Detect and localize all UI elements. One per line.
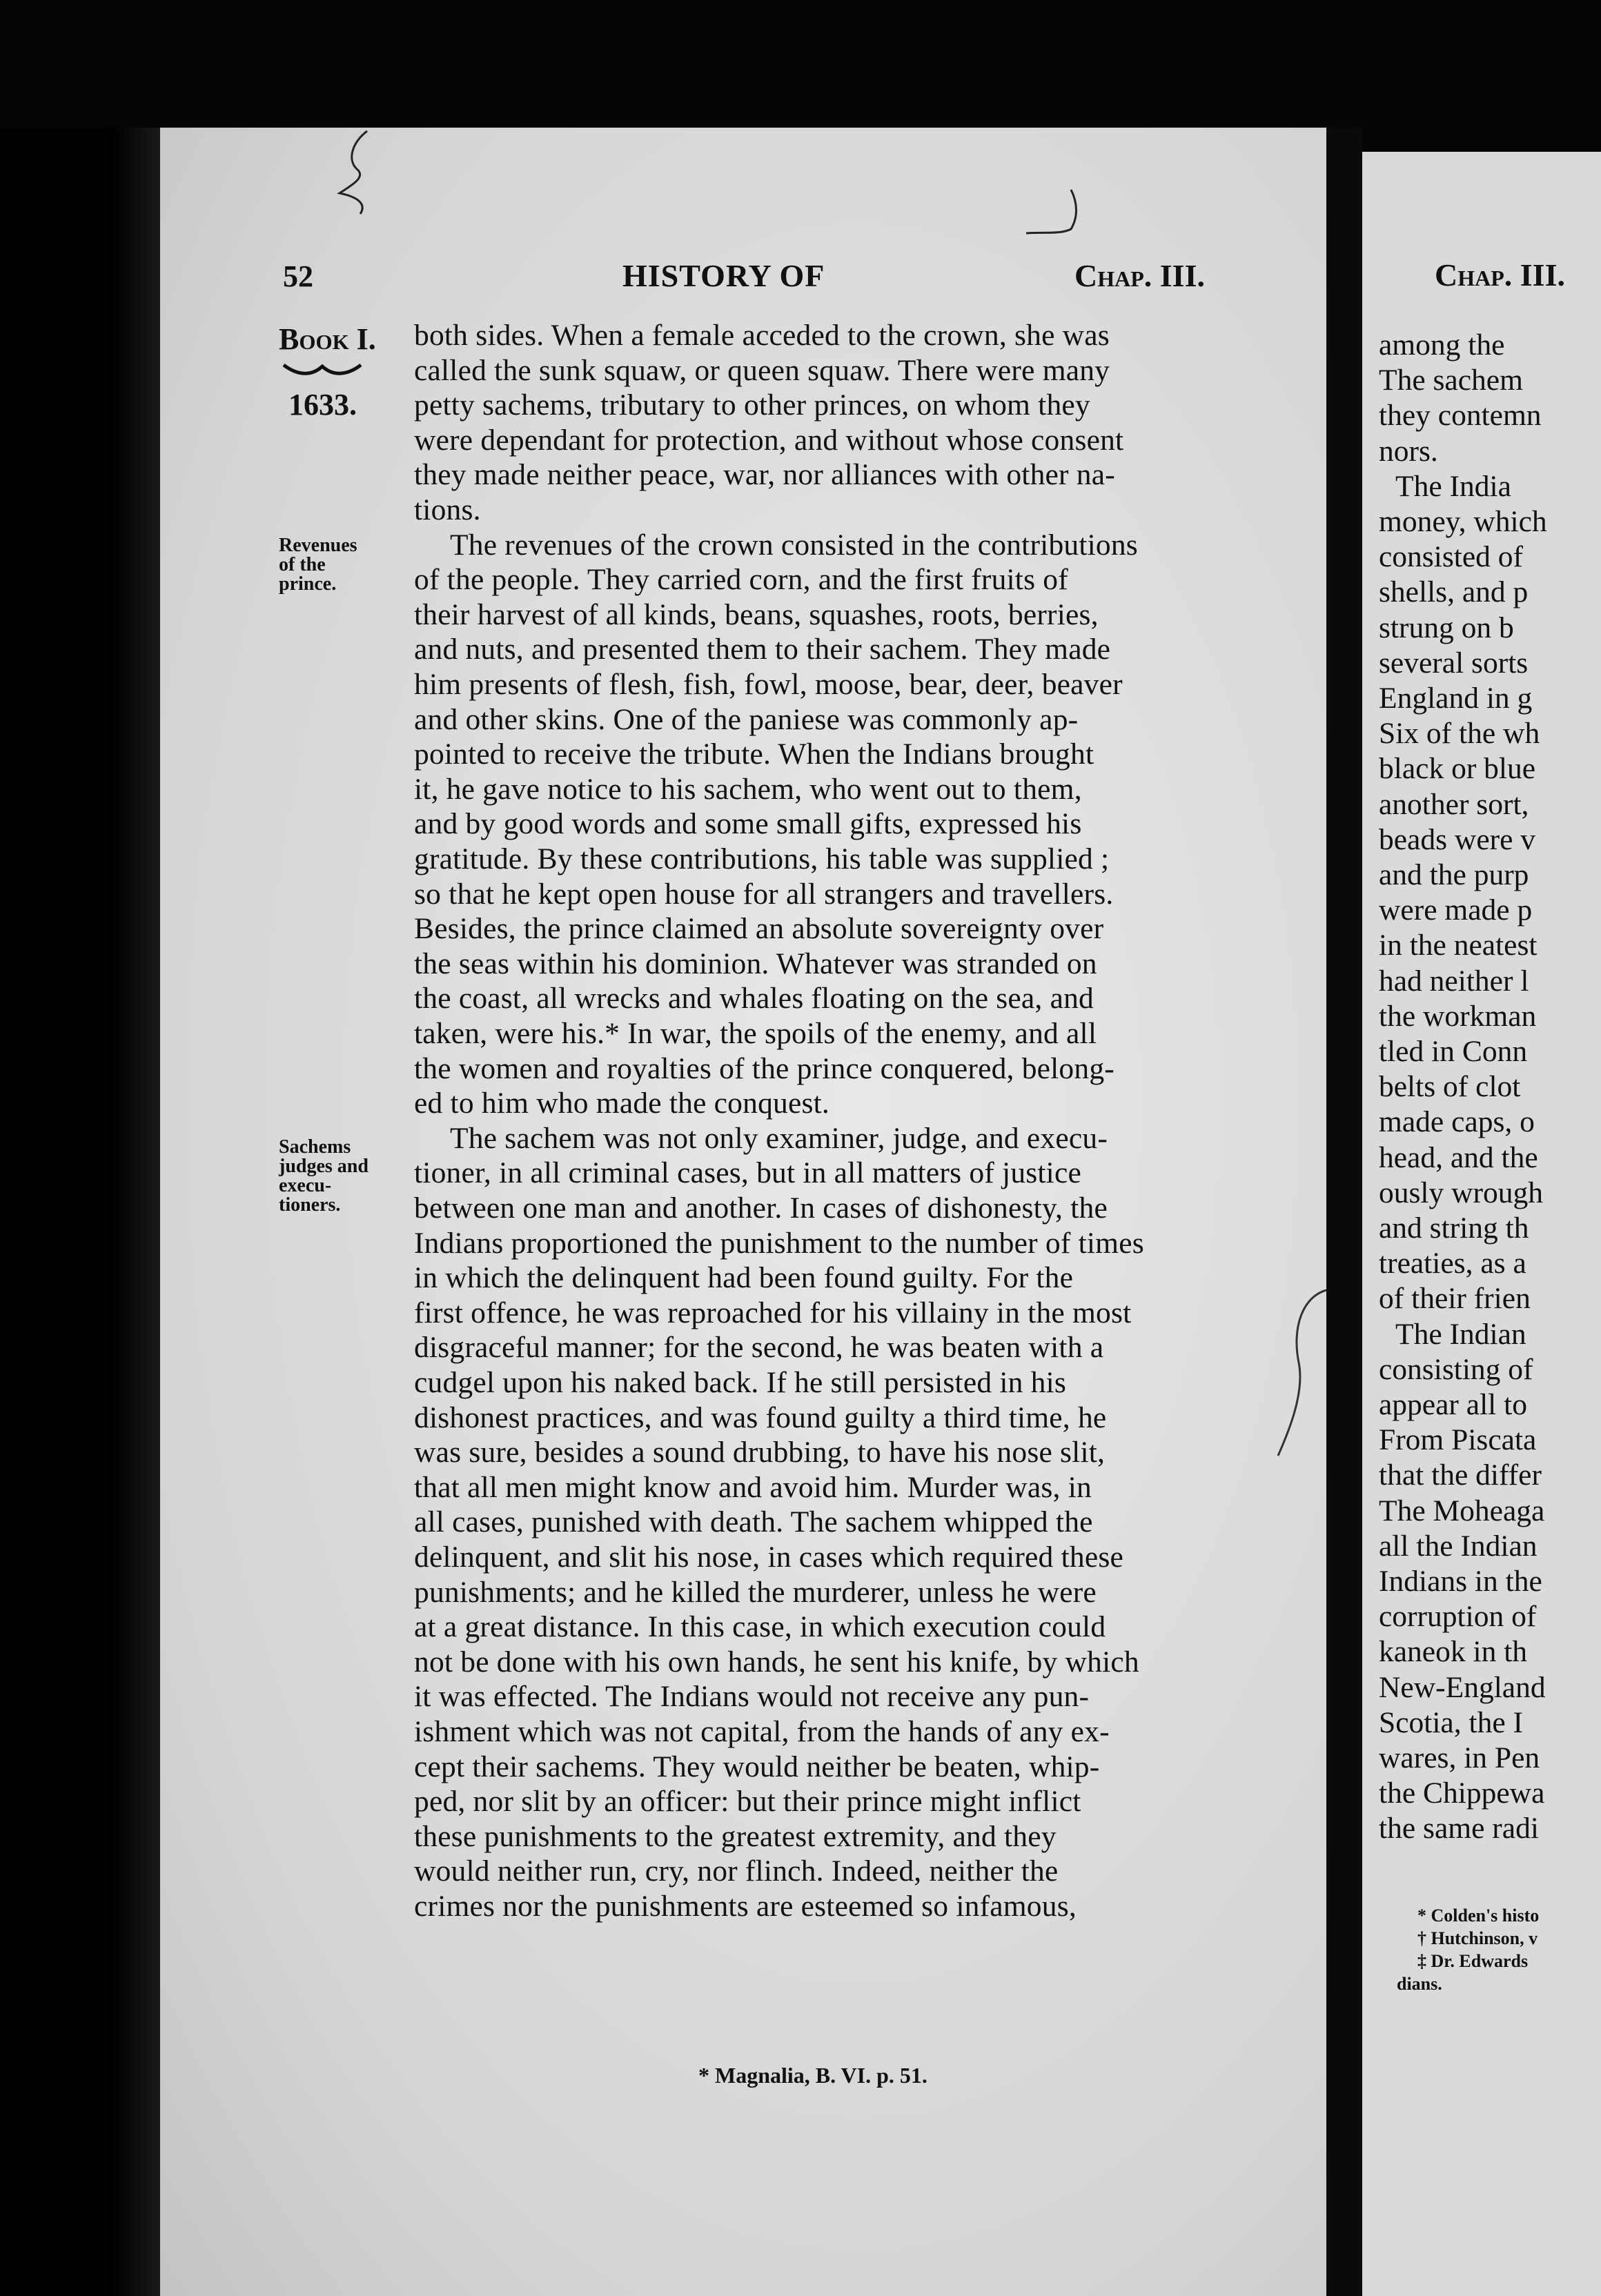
margin-note-revenues [279,536,357,594]
body-line: tioner, in all criminal cases, but in all matters of justice [414,1156,1081,1190]
right-body-line: the workman [1379,999,1537,1033]
right-body-line: The Moheaga [1379,1494,1545,1527]
body-line: all cases, punished with death. The sachem whipped the [414,1505,1093,1539]
body-line: pointed to receive the tribute. When the Indians brought [414,738,1094,771]
body-line: punishments; and he killed the murderer, unless he were [414,1575,1097,1609]
body-line: the coast, all wrecks and whales floating on the sea, and [414,982,1094,1016]
right-body-line: New-England [1379,1670,1546,1704]
body-line: they made neither peace, war, nor alliances with other na- [414,458,1115,492]
body-line: cept their sachems. They would neither be beaten, whip- [414,1750,1100,1783]
margin-note-line: tioners. [279,1194,341,1216]
margin-note-line: prince. [279,573,337,595]
body-line: of the people. They carried corn, and the first fruits of [414,563,1068,597]
right-body-line: The India [1395,469,1511,503]
body-line: gratitude. By these contributions, his table was supplied ; [414,842,1110,875]
right-body-line: the same radi [1379,1812,1539,1845]
right-body-line: England in g [1379,682,1533,715]
right-body-line: all the Indian [1379,1529,1538,1563]
body-line: ishment which was not capital, from the hands of any ex- [414,1715,1110,1748]
right-body-line: strung on b [1379,611,1514,644]
body-line: petty sachems, tributary to other princes, on whom they [414,388,1090,422]
body-line: it was effected. The Indians would not receive any pun- [414,1680,1090,1714]
right-body-line: From Piscata [1379,1423,1537,1457]
right-footnote: * Colden's histo [1417,1906,1540,1926]
body-line: between one man and another. In cases of dishonesty, the [414,1191,1108,1225]
body-line: these punishments to the greatest extremity, and they [414,1819,1057,1853]
book-label: Book I. [279,322,376,356]
margin-note-line: execu- [279,1175,332,1196]
right-body-line: had neither l [1379,964,1529,998]
right-body-line: The sachem [1379,364,1523,397]
body-line: in which the delinquent had been found guilty. For the [414,1261,1074,1295]
body-line: were dependant for protection, and without whose consent [414,423,1124,457]
body-line: both sides. When a female acceded to the crown, she was [414,319,1110,352]
margin-note-sachems [279,1138,369,1215]
year-marker: 1633. [288,388,357,422]
right-body-line: nors. [1379,434,1438,468]
right-body-line: another sort, [1379,787,1529,821]
right-body-line: were made p [1379,893,1533,927]
body-line: that all men might know and avoid him. Murder was, in [414,1470,1092,1504]
right-body-line: made caps, o [1379,1105,1535,1139]
margin-note-line: Revenues [279,535,357,556]
body-line: and other skins. One of the paniese was commonly ap- [414,702,1079,736]
right-chapter-heading: Chap. III. [1435,257,1565,293]
body-line: taken, were his.* In war, the spoils of the enemy, and all [414,1017,1097,1050]
right-body-line: the Chippewa [1379,1777,1545,1810]
page-gutter [1326,128,1362,2296]
right-body-line: Six of the wh [1379,717,1540,751]
body-line: Besides, the prince claimed an absolute sovereignty over [414,912,1104,946]
right-body-line: that the differ [1379,1458,1542,1492]
body-line: disgraceful manner; for the second, he was beaten with a [414,1331,1104,1365]
right-body-line: appear all to [1379,1388,1527,1421]
pencil-bracket [1271,1287,1333,1466]
right-body-line: and the purp [1379,858,1529,891]
right-body-line: head, and the [1379,1140,1538,1174]
body-line: called the sunk squaw, or queen squaw. There were many [414,353,1110,387]
body-line: first offence, he was reproached for his villainy in the most [414,1296,1132,1329]
body-line: ed to him who made the conquest. [414,1087,829,1120]
running-title: HISTORY OF [622,258,825,293]
body-line: the women and royalties of the prince conquered, belong- [414,1051,1114,1085]
body-line: The sachem was not only examiner, judge, and execu- [450,1121,1108,1155]
brace-ornament [281,359,364,377]
body-line: him presents of flesh, fish, fowl, moose, bear, deer, beaver [414,668,1123,701]
margin-note-line: Sachems [279,1136,351,1158]
body-line: tions. [414,493,481,526]
right-body-line: several sorts [1379,646,1529,680]
body-line: the seas within his dominion. Whatever was stranded on [414,947,1097,980]
body-line: and nuts, and presented them to their sachem. They made [414,633,1111,666]
right-footnote: dians. [1397,1974,1442,1994]
left-page [160,128,1326,2296]
right-body-line: of their frien [1379,1282,1531,1316]
right-body-line: belts of clot [1379,1070,1521,1104]
right-body-line: corruption of [1379,1600,1537,1634]
right-body-line: Scotia, the I [1379,1705,1523,1739]
margin-note-line: judges and [279,1156,369,1177]
right-body-line: wares, in Pen [1379,1741,1540,1774]
body-line: Indians proportioned the punishment to the number of times [414,1226,1144,1260]
body-line: cudgel upon his naked back. If he still persisted in his [414,1366,1067,1399]
body-line: at a great distance. In this case, in which execution could [414,1610,1106,1644]
right-body-line: beads were v [1379,822,1536,856]
margin-note-line: of the [279,554,326,575]
book-spine-shadow [0,128,160,2296]
right-body-line: in the neatest [1379,929,1538,962]
body-line: delinquent, and slit his nose, in cases which required these [414,1541,1123,1574]
body-line: it, he gave notice to his sachem, who went out to them, [414,772,1082,806]
right-body-line: among the [1379,328,1505,362]
footnote: * Magnalia, B. VI. p. 51. [698,2063,927,2088]
right-body-line: tled in Conn [1379,1035,1528,1068]
chapter-heading: Chap. III. [1074,258,1205,293]
body-line: crimes nor the punishments are esteemed so infamous, [414,1890,1077,1923]
body-line: dishonest practices, and was found guilty a third time, he [414,1401,1107,1434]
right-footnote: † Hutchinson, v [1417,1928,1538,1948]
body-line: was sure, besides a sound drubbing, to have his nose slit, [414,1436,1106,1469]
right-footnotes [1397,1904,1539,1995]
right-body-line: they contemn [1379,399,1542,433]
body-line: their harvest of all kinds, beans, squashes, roots, berries, [414,597,1099,631]
right-body-line: consisted of [1379,540,1524,574]
body-line: so that he kept open house for all strangers and travellers. [414,877,1114,911]
body-line: not be done with his own hands, he sent his knife, by which [414,1645,1139,1679]
body-line: ped, nor slit by an officer: but their prince might inflict [414,1785,1081,1819]
right-body-line: treaties, as a [1379,1247,1526,1280]
right-body-line: shells, and p [1379,575,1529,609]
body-line: and by good words and some small gifts, expressed his [414,807,1082,841]
pencil-scribble [326,128,409,217]
right-body-line: The Indian [1395,1317,1526,1351]
right-body-line: and string th [1379,1211,1529,1245]
right-body-line: money, which [1379,505,1547,538]
page-number: 52 [283,259,313,293]
body-line: would neither run, cry, nor flinch. Indeed, neither the [414,1854,1059,1888]
right-footnote: ‡ Dr. Edwards [1417,1951,1529,1971]
body-line: The revenues of the crown consisted in the contributions [450,528,1138,562]
pencil-mark [1023,186,1099,241]
right-body-line: Indians in the [1379,1565,1542,1598]
right-body-line: kaneok in th [1379,1635,1528,1669]
right-body-line: ously wrough [1379,1176,1544,1209]
right-body-line: consisting of [1379,1352,1533,1386]
right-page [1362,152,1601,2296]
right-body-line: black or blue [1379,752,1536,786]
